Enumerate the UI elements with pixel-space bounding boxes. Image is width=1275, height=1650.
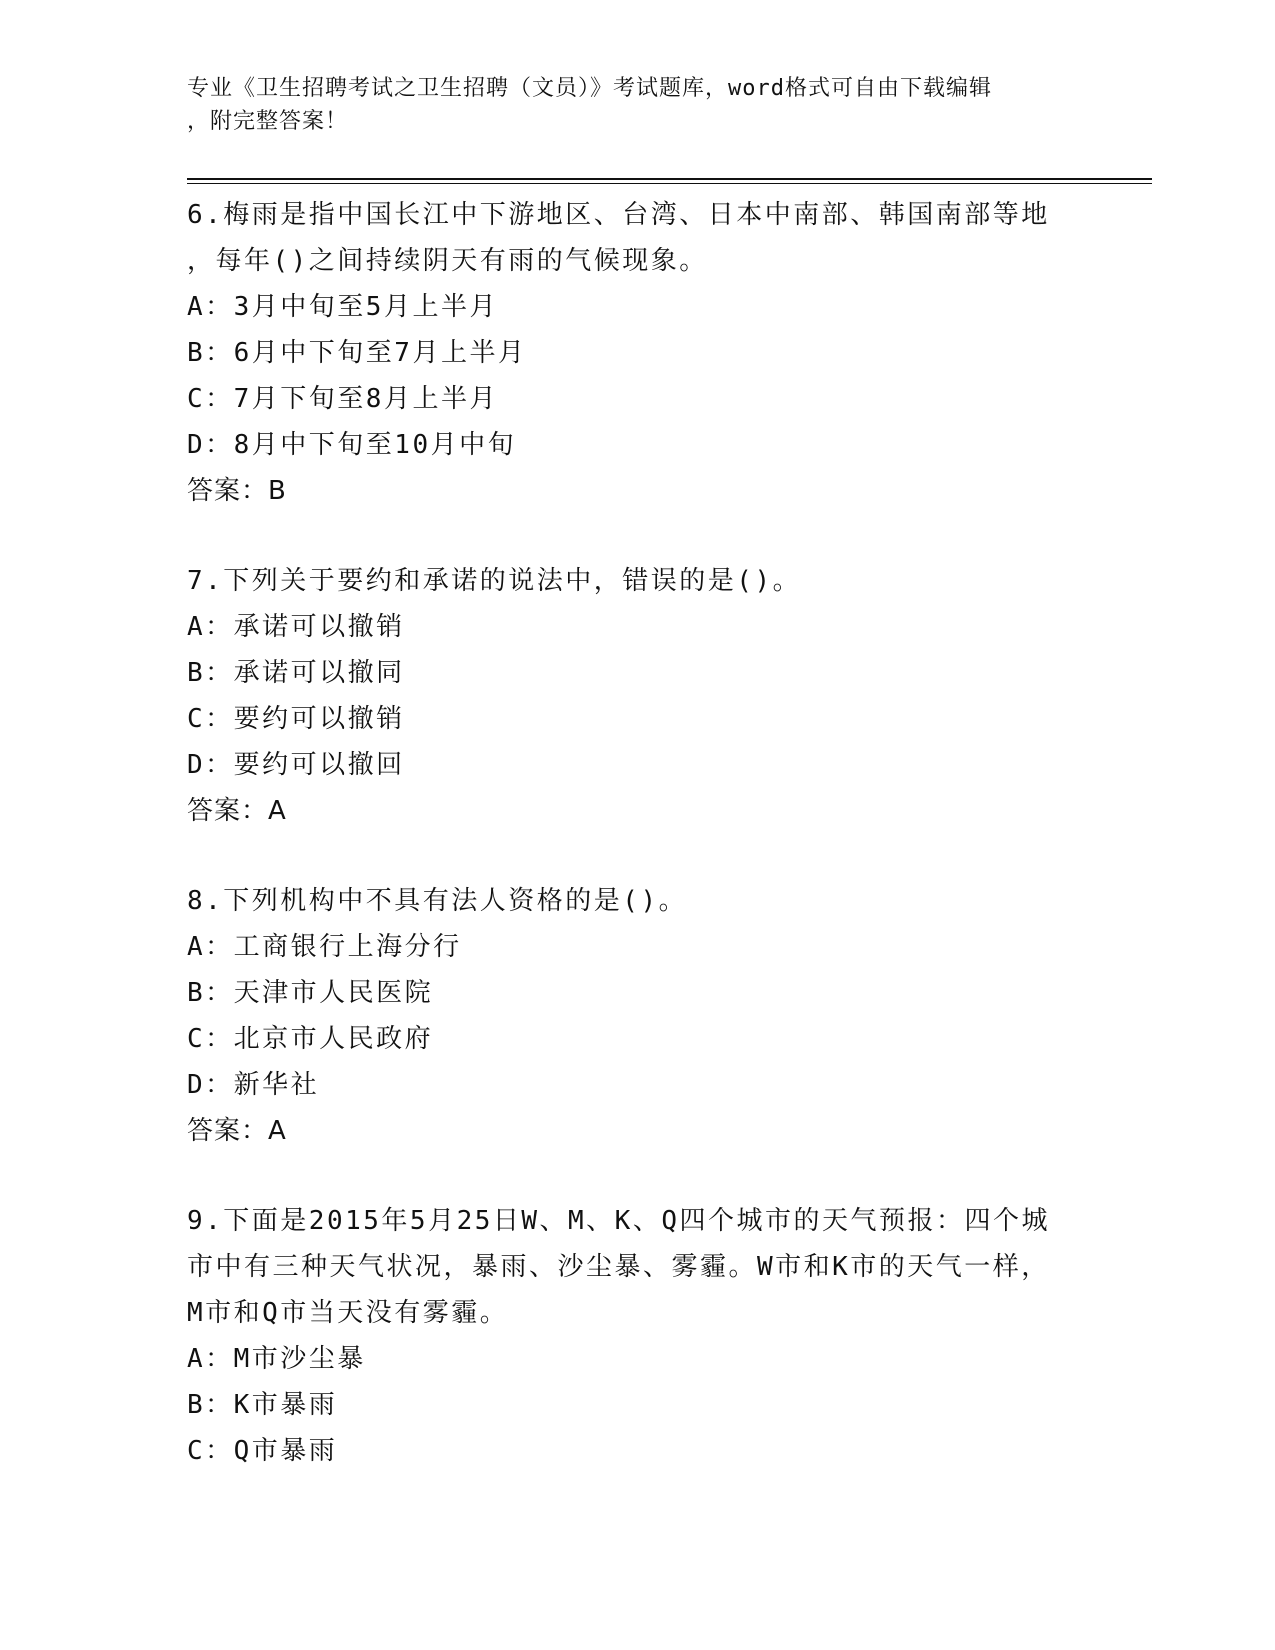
option-d: D：要约可以撤回 — [187, 750, 405, 780]
question-6 — [187, 192, 1087, 514]
question-stem: M市和Q市当天没有雾霾。 — [187, 1298, 509, 1328]
header-divider-thin — [187, 183, 1152, 184]
answer-line: 答案：A — [187, 796, 287, 826]
question-stem: 8.下列机构中不具有法人资格的是()。 — [187, 886, 688, 916]
question-7 — [187, 558, 1087, 834]
header-divider-thick — [187, 178, 1152, 180]
option-a: A：工商银行上海分行 — [187, 932, 462, 962]
header-line-2: ，附完整答案！ — [187, 109, 349, 134]
option-c: C：要约可以撤销 — [187, 704, 405, 734]
option-b: B：6月中下旬至7月上半月 — [187, 338, 527, 368]
question-9 — [187, 1198, 1087, 1474]
header-line-1: 专业《卫生招聘考试之卫生招聘（文员）》考试题库，word格式可自由下载编辑 — [187, 76, 992, 101]
option-d: D：8月中下旬至10月中旬 — [187, 430, 517, 460]
question-stem: ，每年()之间持续阴天有雨的气候现象。 — [187, 246, 708, 276]
option-c: C：7月下旬至8月上半月 — [187, 384, 498, 414]
document-header — [187, 72, 1077, 138]
question-stem: 7.下列关于要约和承诺的说法中，错误的是()。 — [187, 566, 802, 596]
answer-line: 答案：A — [187, 1116, 287, 1146]
option-c: C：Q市暴雨 — [187, 1436, 338, 1466]
question-list — [187, 192, 1087, 1518]
answer-line: 答案：B — [187, 476, 287, 506]
option-b: B：承诺可以撤同 — [187, 658, 405, 688]
question-stem: 市中有三种天气状况，暴雨、沙尘暴、雾霾。W市和K市的天气一样， — [187, 1252, 1050, 1282]
option-b: B：天津市人民医院 — [187, 978, 434, 1008]
option-c: C：北京市人民政府 — [187, 1024, 434, 1054]
option-a: A：3月中旬至5月上半月 — [187, 292, 498, 322]
option-d: D：新华社 — [187, 1070, 320, 1100]
option-b: B：K市暴雨 — [187, 1390, 338, 1420]
option-a: A：承诺可以撤销 — [187, 612, 405, 642]
question-stem: 9.下面是2015年5月25日W、M、K、Q四个城市的天气预报：四个城 — [187, 1206, 1050, 1236]
question-8 — [187, 878, 1087, 1154]
question-stem: 6.梅雨是指中国长江中下游地区、台湾、日本中南部、韩国南部等地 — [187, 200, 1050, 230]
option-a: A：M市沙尘暴 — [187, 1344, 366, 1374]
